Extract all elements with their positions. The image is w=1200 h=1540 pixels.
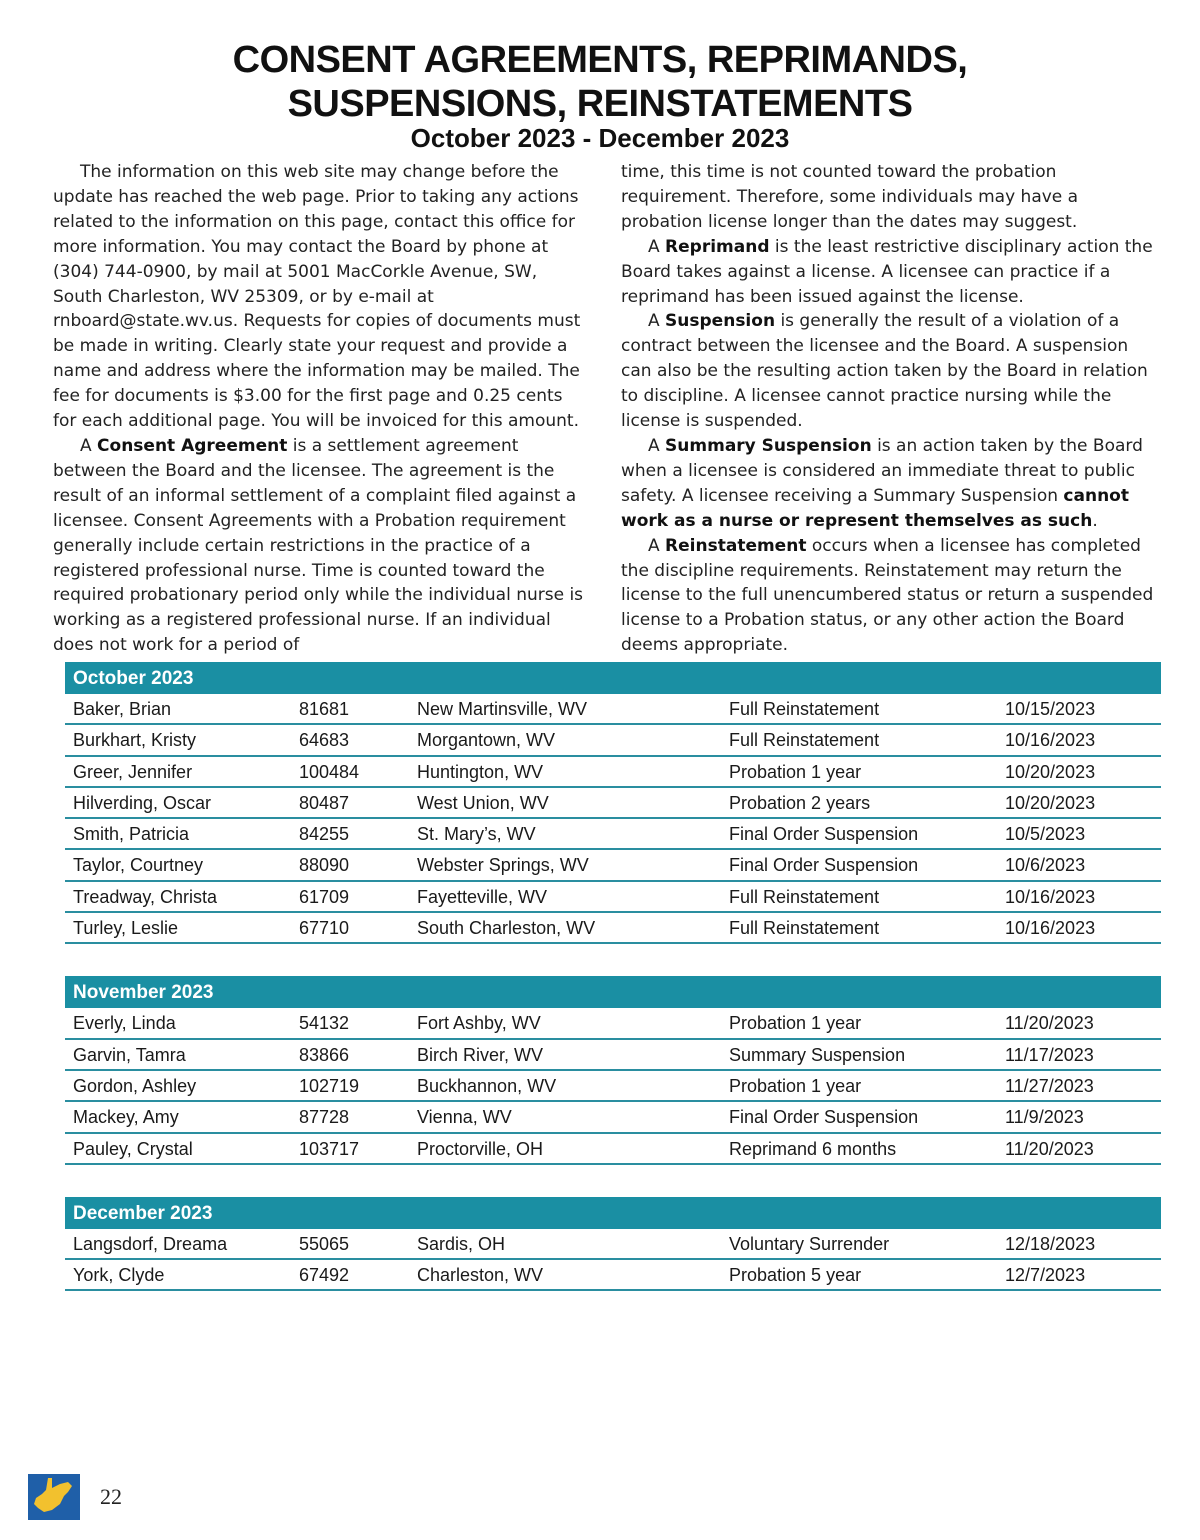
licensee-name: Baker, Brian: [73, 699, 172, 719]
licensee-location: St. Mary’s, WV: [417, 824, 536, 845]
licensee-location: Morgantown, WV: [417, 730, 556, 751]
license-number: 55065: [299, 1233, 350, 1254]
licensee-location: Buckhannon, WV: [417, 1075, 557, 1096]
table-row: [65, 913, 1161, 944]
disciplinary-action: Summary Suspension: [729, 1044, 906, 1065]
action-date: 11/20/2023: [1005, 1138, 1094, 1159]
license-number: 81681: [299, 699, 350, 719]
month-header: November 2023: [65, 976, 1161, 1008]
action-date: 12/18/2023: [1005, 1233, 1096, 1254]
table-row: [65, 819, 1161, 850]
license-number: 67710: [299, 918, 350, 939]
licensee-name: Langsdorf, Dreama: [73, 1233, 228, 1254]
disciplinary-action: Probation 2 years: [729, 792, 871, 813]
license-number: 61709: [299, 886, 350, 907]
license-number: 54132: [299, 1013, 350, 1034]
intro-paragraph-reprimand: [621, 235, 1159, 310]
action-date: 11/17/2023: [1005, 1044, 1094, 1065]
table-row: [65, 1134, 1161, 1165]
licensee-name: York, Clyde: [73, 1265, 165, 1286]
disciplinary-action: Final Order Suspension: [729, 855, 919, 876]
license-number: 88090: [299, 855, 350, 876]
licensee-location: Sardis, OH: [417, 1233, 506, 1254]
license-number: 64683: [299, 730, 350, 751]
licensee-name: Everly, Linda: [73, 1013, 176, 1034]
text-span: is generally the result of a violation of a contract between the licensee and the Board. A suspension can also be the resulting action taken by the Board in relation to discipline. A licensee cannot practice nursing while the license is suspended.: [621, 311, 1148, 432]
licensee-location: New Martinsville, WV: [417, 699, 588, 719]
page-title: [0, 38, 1200, 126]
licensee-location: Fayetteville, WV: [417, 886, 548, 907]
license-number: 80487: [299, 792, 350, 813]
disciplinary-action: Probation 1 year: [729, 1075, 862, 1096]
licensee-location: South Charleston, WV: [417, 918, 596, 939]
disciplinary-action: Probation 1 year: [729, 1013, 862, 1034]
disciplinary-action: Probation 5 year: [729, 1265, 862, 1286]
page-number: 22: [100, 1484, 122, 1509]
licensee-location: Birch River, WV: [417, 1044, 544, 1065]
licensee-name: Taylor, Courtney: [73, 855, 204, 876]
licensee-location: Fort Ashby, WV: [417, 1013, 541, 1034]
licensee-location: Huntington, WV: [417, 761, 544, 782]
action-date: 10/15/2023: [1005, 699, 1096, 719]
licensee-name: Hilverding, Oscar: [73, 792, 212, 813]
month-header: December 2023: [65, 1197, 1161, 1229]
licensee-name: Treadway, Christa: [73, 886, 218, 907]
table-row: [65, 1008, 1161, 1039]
text-span: is the least restrictive disciplinary action the Board takes against a license. A licensee can practice if a reprimand has been issued against the license.: [621, 236, 1153, 307]
intro-right-column: [621, 160, 1159, 658]
text-span: is a settlement agreement between the Board and the licensee. The agreement is the result of an informal settlement of a complaint filed against a licensee. Consent Agreements with a Probation requirement generally include certain restrictions in the practice of a registered professional nurse. Time is counted toward the required probationary period only while the individual nurse is working as a registered professional nurse. If an individual does not work for a period of: [53, 435, 584, 656]
licensee-name: Greer, Jennifer: [73, 761, 193, 782]
term-consent-agreement: Consent Agreement: [97, 435, 288, 456]
license-number: 83866: [299, 1044, 350, 1065]
license-number: 84255: [299, 824, 350, 845]
table-row: [65, 882, 1161, 913]
intro-paragraph-consent: [53, 434, 591, 658]
license-number: 103717: [299, 1138, 360, 1159]
license-number: 87728: [299, 1107, 350, 1128]
disciplinary-action: Final Order Suspension: [729, 1107, 919, 1128]
table-row: [65, 694, 1161, 725]
text-span: .: [1092, 510, 1098, 531]
page-subtitle: October 2023 - December 2023: [410, 123, 790, 153]
action-date: 11/9/2023: [1005, 1107, 1084, 1128]
license-number: 67492: [299, 1265, 350, 1286]
text-span: A: [648, 236, 666, 257]
action-date: 10/20/2023: [1005, 792, 1096, 813]
warning-text: cannot work as a nurse or represent themselves as such: [621, 485, 1129, 531]
table-row: [65, 1040, 1161, 1071]
licensee-location: Proctorville, OH: [417, 1138, 544, 1159]
text-span: occurs when a licensee has completed the discipline requirements. Reinstatement may return the license to the full unencumbered status or return a suspended license to a Probation status, or any other action the Board deems appropriate.: [621, 535, 1154, 656]
term-reinstatement: Reinstatement: [665, 535, 807, 556]
term-reprimand: Reprimand: [665, 236, 770, 257]
disciplinary-actions-tables: [65, 662, 1161, 1323]
intro-paragraph-reinstatement: [621, 534, 1159, 659]
licensee-name: Burkhart, Kristy: [73, 730, 197, 751]
licensee-name: Mackey, Amy: [73, 1107, 179, 1128]
licensee-location: Vienna, WV: [417, 1107, 512, 1128]
intro-paragraph-consent-continued: time, this time is not counted toward the probation requirement. Therefore, some individuals may have a probation license longer than the dates may suggest.: [621, 162, 1079, 232]
disciplinary-action: Probation 1 year: [729, 761, 862, 782]
action-date: 10/20/2023: [1005, 761, 1096, 782]
licensee-name: Garvin, Tamra: [73, 1044, 186, 1065]
text-span: is an action taken by the Board when a licensee is considered an immediate threat to public safety. A licensee receiving a Summary Suspension: [621, 435, 1143, 506]
action-date: 10/16/2023: [1005, 886, 1096, 907]
action-date: 10/5/2023: [1005, 824, 1086, 845]
licensee-location: Webster Springs, WV: [417, 855, 589, 876]
intro-paragraph-suspension: [621, 309, 1159, 434]
text-span: A: [80, 435, 98, 456]
disciplinary-action: Voluntary Surrender: [729, 1233, 890, 1254]
title-line-1: CONSENT AGREEMENTS, REPRIMANDS,: [232, 39, 968, 81]
title-line-2: SUSPENSIONS, REINSTATEMENTS: [287, 83, 913, 125]
table-row: [65, 850, 1161, 881]
disciplinary-action: Full Reinstatement: [729, 886, 880, 907]
intro-paragraph-info: The information on this web site may change before the update has reached the web page. Prior to taking any actions related to the information on this page, contact this office for more information. You may contact the Board by phone at (304) 744-0900, by mail at 5001 MacCorkle Avenue, SW, South Charleston, WV 25309, or by e-mail at rnboard@state.wv.us. Requests for copies of documents must be made in writing. Clearly state your request and provide a name and address where the information may be mailed. The fee for documents is $3.00 for the first page and 0.25 cents for each additional page. You will be invoiced for this amount.: [53, 162, 581, 432]
license-number: 100484: [299, 761, 360, 782]
table-row: [65, 725, 1161, 756]
action-date: 11/27/2023: [1005, 1075, 1094, 1096]
month-section: [65, 976, 1161, 1164]
table-row: [65, 1102, 1161, 1133]
table-row: [65, 1229, 1161, 1260]
action-date: 10/16/2023: [1005, 730, 1096, 751]
licensee-location: West Union, WV: [417, 792, 549, 813]
month-section: [65, 1197, 1161, 1292]
disciplinary-action: Final Order Suspension: [729, 824, 919, 845]
action-date: 10/6/2023: [1005, 855, 1086, 876]
licensee-location: Charleston, WV: [417, 1265, 544, 1286]
action-date: 10/16/2023: [1005, 918, 1096, 939]
licensee-name: Pauley, Crystal: [73, 1138, 193, 1159]
license-number: 102719: [299, 1075, 360, 1096]
text-span: A: [648, 311, 666, 332]
table-row: [65, 1260, 1161, 1291]
licensee-name: Smith, Patricia: [73, 824, 190, 845]
licensee-name: Turley, Leslie: [73, 918, 179, 939]
action-date: 12/7/2023: [1005, 1265, 1086, 1286]
table-row: [65, 788, 1161, 819]
term-suspension: Suspension: [665, 311, 776, 332]
month-section: [65, 662, 1161, 944]
licensee-name: Gordon, Ashley: [73, 1075, 197, 1096]
intro-left-column: [53, 160, 591, 658]
text-span: A: [648, 435, 666, 456]
disciplinary-action: Full Reinstatement: [729, 918, 880, 939]
table-row: [65, 1071, 1161, 1102]
text-span: A: [648, 535, 666, 556]
month-header: October 2023: [65, 662, 1161, 694]
disciplinary-action: Full Reinstatement: [729, 699, 880, 719]
west-virginia-map-icon: [28, 1474, 80, 1520]
intro-paragraph-summary-suspension: [621, 434, 1159, 534]
term-summary-suspension: Summary Suspension: [665, 435, 872, 456]
table-row: [65, 757, 1161, 788]
disciplinary-action: Full Reinstatement: [729, 730, 880, 751]
disciplinary-action: Reprimand 6 months: [729, 1138, 897, 1159]
action-date: 11/20/2023: [1005, 1013, 1094, 1034]
